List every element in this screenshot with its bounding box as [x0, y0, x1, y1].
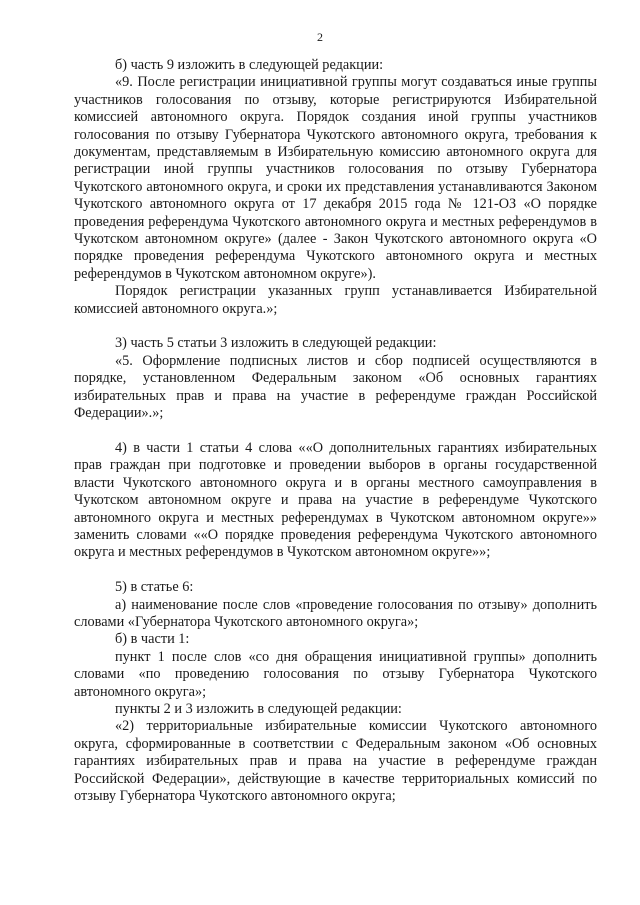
page-number: 2: [317, 30, 323, 44]
paragraph-gap: [74, 562, 597, 579]
paragraph-point-1: пункт 1 после слов «со дня обращения инициативной группы» дополнить словами «по проведению голосования по отзыву Губернатора Чукотского автономного округа»;: [74, 648, 597, 700]
paragraph-item-4: 4) в части 1 статьи 4 слова ««О дополнительных гарантиях избирательных прав граждан при подготовке и проведении выборов в органы государственной власти Чукотского автономного округа и в органы местного самоуправления в Чукотском автономном округе и права на участие в референдуме Чукотского автономного округа и местных референдумах в Чукотском автономном округе»» заменить словами ««О порядке проведения референдума Чукотского автономного округа и местных референдумов в Чукотском автономном округе»»;: [74, 439, 597, 561]
paragraph-item-5-b: б) в части 1:: [115, 631, 190, 648]
paragraph-gap: [74, 423, 597, 440]
paragraph-item-3-heading: 3) часть 5 статьи 3 изложить в следующей редакции:: [115, 335, 437, 352]
paragraph-item-5-a: а) наименование после слов «проведение голосования по отзыву» дополнить словами «Губернатора Чукотского автономного округа»;: [74, 596, 597, 630]
document-body: [74, 57, 597, 805]
paragraph-part-9-heading: б) часть 9 изложить в следующей редакции:: [115, 57, 384, 73]
paragraph-points-2-3-heading: пункты 2 и 3 изложить в следующей редакции:: [115, 700, 402, 717]
paragraph-part-9-text: «9. После регистрации инициативной группы могут создаваться иные группы участников голосования по отзыву, которые регистрируются Избирательной комиссией автономного округа. Порядок создания иной группы участников голосования по отзыву Губернатора Чукотского автономного округа, требования к документам, представляемым в Избирательную комиссию автономного округа для регистрации иной группы участников голосования по отзыву Губернатора Чукотского автономного округа, и сроки их представления устанавливаются Законом Чукотского автономного округа от 17 декабря 2015 года № 121-ОЗ «О порядке проведения референдума Чукотского автономного округа и местных референдумов в Чукотском автономном округе» (далее - Закон Чукотского автономного округа «О порядке проведения референдума Чукотского автономного округа и местных референдумов в Чукотском автономном округе»).: [74, 74, 597, 282]
paragraph-gap: [74, 318, 597, 335]
paragraph-registration-order: Порядок регистрации указанных групп устанавливается Избирательной комиссией автономного округа.»;: [74, 283, 597, 317]
paragraph-item-3-text: «5. Оформление подписных листов и сбор подписей осуществляются в порядке, установленном Федеральным законом «Об основных гарантиях избирательных прав и права на участие в референдуме граждан Российской Федерации».»;: [74, 352, 597, 422]
paragraph-point-2-text: «2) территориальные избирательные комиссии Чукотского автономного округа, сформированные в соответствии с Федеральным законом «Об основных гарантиях избирательных прав и права на участие в референдуме граждан Российской Федерации», действующие в качестве территориальных комиссий по отзыву Губернатора Чукотского автономного округа;: [74, 718, 597, 805]
paragraph-item-5-heading: 5) в статье 6:: [115, 579, 194, 596]
